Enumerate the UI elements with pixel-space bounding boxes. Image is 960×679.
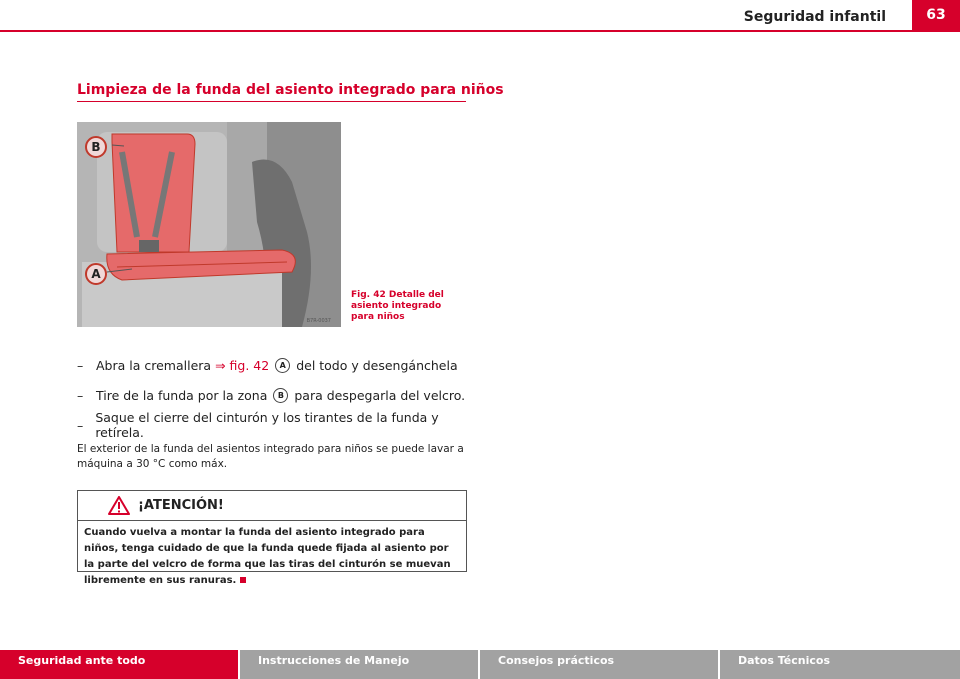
- warning-text: Cuando vuelva a montar la funda del asiento integrado para niños, tenga cuidado de que la funda quede fijada al asiento por la parte del velcro de forma que las tiras del cinturón se muevan libremente en sus ranuras.: [84, 527, 451, 586]
- step-text-end: para despegarla del velcro.: [294, 387, 466, 403]
- step-dash: –: [77, 417, 84, 433]
- step-text: Saque el cierre del cinturón y los tirantes de la funda y retírela.: [95, 410, 439, 440]
- step-item: [77, 350, 477, 380]
- section-title: Limpieza de la funda del asiento integrado para niños: [77, 82, 504, 98]
- step-item: [77, 380, 477, 410]
- footer-tab-seguridad[interactable]: Seguridad ante todo: [0, 650, 240, 679]
- washing-note: El exterior de la funda del asientos integrado para niños se puede lavar a máquina a 30 °C como máx.: [77, 443, 464, 470]
- end-marker-icon: [240, 577, 246, 583]
- step-text: Abra la cremallera: [96, 357, 212, 373]
- figure-caption: Fig. 42 Detalle del asiento integrado para niños: [351, 290, 444, 322]
- figure-child-seat: [77, 122, 341, 327]
- header-divider: [0, 30, 960, 32]
- callout-b: B: [85, 136, 107, 158]
- figure-reference-link[interactable]: ⇒ fig. 42: [215, 357, 270, 373]
- child-seat-illustration: [77, 122, 341, 327]
- step-item: [77, 410, 477, 440]
- page-number: 63: [912, 0, 960, 30]
- instruction-steps: [77, 350, 477, 440]
- image-code: B7R-0037: [306, 318, 331, 324]
- footer-nav: [0, 650, 960, 679]
- chapter-title: Seguridad infantil: [743, 9, 886, 25]
- footer-tab-consejos[interactable]: Consejos prácticos: [480, 650, 720, 679]
- footer-tab-instrucciones[interactable]: Instrucciones de Manejo: [240, 650, 480, 679]
- warning-title: ¡ATENCIÓN!: [138, 498, 224, 513]
- warning-body: [78, 521, 466, 593]
- warning-header: [78, 491, 466, 521]
- warning-triangle-icon: [108, 496, 130, 515]
- step-dash: –: [77, 387, 84, 403]
- step-dash: –: [77, 357, 84, 373]
- step-text: Tire de la funda por la zona: [96, 387, 268, 403]
- callout-a: A: [85, 263, 107, 285]
- warning-box: [77, 490, 467, 586]
- callout-badge-a: A: [275, 358, 290, 373]
- section-divider: [77, 101, 466, 102]
- callout-badge-b: B: [273, 388, 288, 403]
- footer-tab-datos[interactable]: Datos Técnicos: [720, 650, 960, 679]
- step-text-end: del todo y desengánchela: [296, 357, 458, 373]
